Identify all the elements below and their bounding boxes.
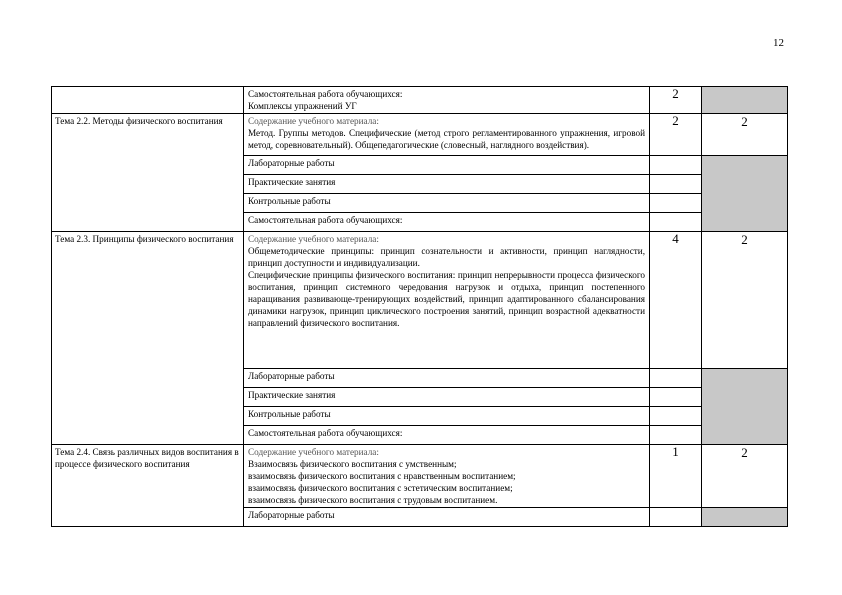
page-number: 12 <box>773 37 784 49</box>
content-header: Содержание учебного материала: <box>248 116 379 126</box>
table-row <box>52 87 788 114</box>
topic-title: Тема 2.3. Принципы физического воспитания <box>52 232 244 445</box>
content-header: Содержание учебного материала: <box>248 447 379 457</box>
hours-cell: 2 <box>650 87 702 114</box>
content-text: Общеметодические принципы: принцип сознательности и активности, принцип наглядности, принцип доступности и индивидуализации. <box>248 246 645 268</box>
labs-label: Лабораторные работы <box>244 156 650 175</box>
level-cell: 2 <box>702 232 788 369</box>
level-cell: 2 <box>702 114 788 156</box>
level-cell: 2 <box>702 445 788 508</box>
labs-label: Лабораторные работы <box>244 508 650 527</box>
level-shaded-cell <box>702 87 788 114</box>
srs-sub: Комплексы упражнений УГ <box>248 101 357 111</box>
content-text: Специфические принципы физического воспитания: принцип непрерывности процесса физического воспитания, принцип системного чередования нагрузок и отдыха, принцип постепенного наращивания развивающе-тренирующих воздействий, принцип адаптированного сбалансирования динамики нагрузок, принцип циклического построения занятий, принцип возрастной адекватности направлений физического воспитания. <box>248 270 645 328</box>
content-line: взаимосвязь физического воспитания с трудовым воспитанием. <box>248 495 498 505</box>
control-label: Контрольные работы <box>244 407 650 426</box>
srs-label: Самостоятельная работа обучающихся: <box>248 89 403 99</box>
labs-label: Лабораторные работы <box>244 369 650 388</box>
level-shaded-cell <box>702 369 788 445</box>
topic-title: Тема 2.2. Методы физического воспитания <box>52 114 244 232</box>
content-line: взаимосвязь физического воспитания с нравственным воспитанием; <box>248 471 516 481</box>
content-text: Метод. Группы методов. Специфические (метод строго регламентированного упражнения, игровой метод, соревновательный). Общепедагогические (словесный, наглядного воздействия). <box>248 128 645 150</box>
practice-label: Практические занятия <box>244 388 650 407</box>
srs-label: Самостоятельная работа обучающихся: <box>244 426 650 445</box>
srs-label: Самостоятельная работа обучающихся: <box>244 213 650 232</box>
hours-cell: 4 <box>650 232 702 369</box>
hours-cell: 1 <box>650 445 702 508</box>
curriculum-table <box>51 86 788 527</box>
content-header: Содержание учебного материала: <box>248 234 379 244</box>
level-shaded-cell <box>702 156 788 232</box>
control-label: Контрольные работы <box>244 194 650 213</box>
practice-label: Практические занятия <box>244 175 650 194</box>
topic-title: Тема 2.4. Связь различных видов воспитания в процессе физического воспитания <box>52 445 244 527</box>
content-line: взаимосвязь физического воспитания с эстетическим воспитанием; <box>248 483 513 493</box>
hours-cell: 2 <box>650 114 702 156</box>
level-shaded-cell <box>702 508 788 527</box>
content-line: Взаимосвязь физического воспитания с умственным; <box>248 459 457 469</box>
